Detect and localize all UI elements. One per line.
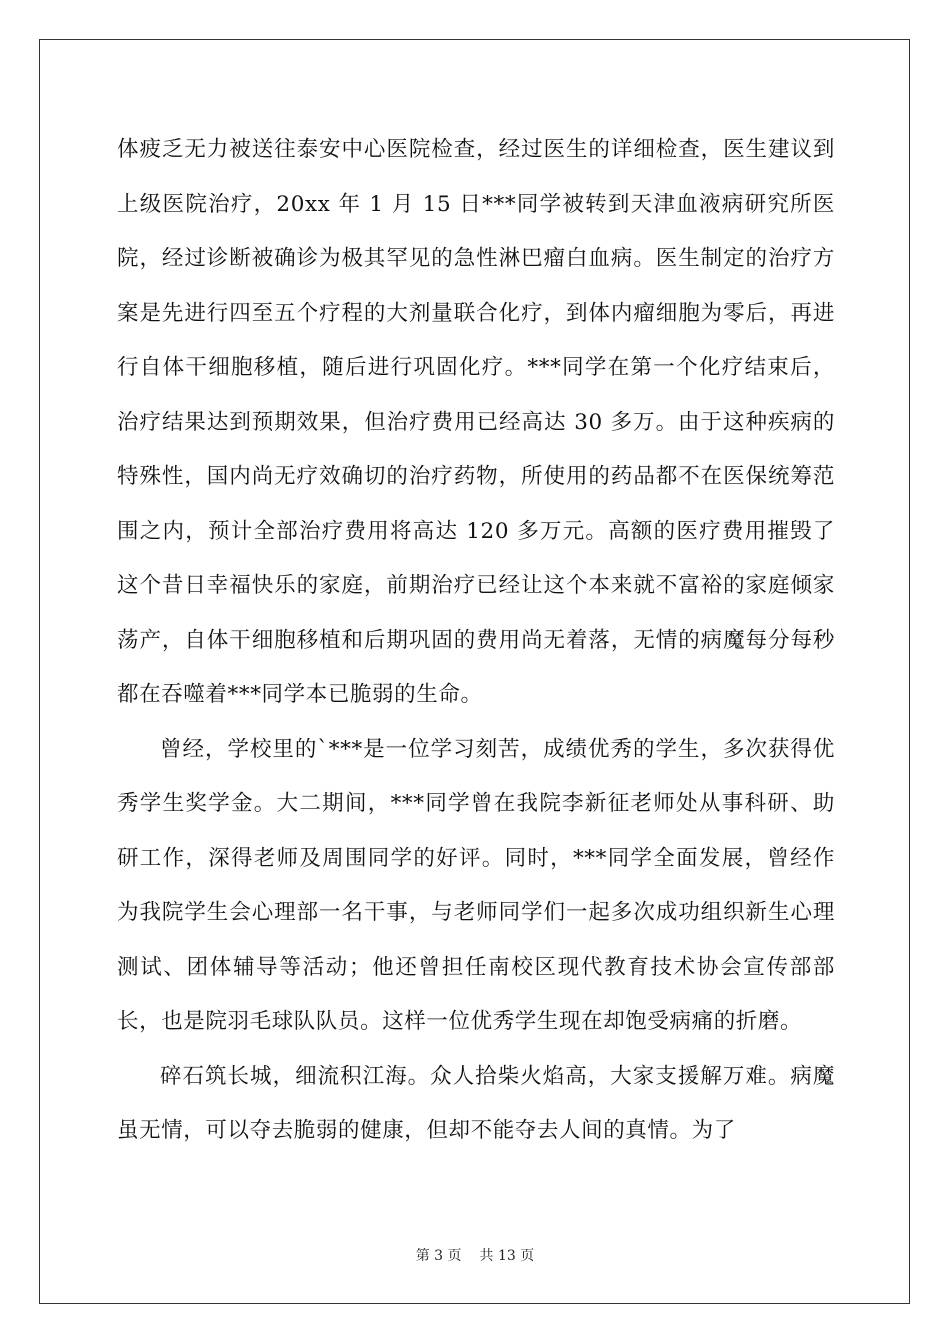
page-total: 共 13 页 (479, 1248, 535, 1264)
page-footer (0, 1245, 950, 1265)
paragraph: 曾经，学校里的`***是一位学习刻苦，成绩优秀的学生，多次获得优秀学生奖学金。大二期间，***同学曾在我院李新征老师处从事科研、助研工作，深得老师及周围同学的好评。同时，***同学全面发展，曾经作为我院学生会心理部一名干事，与老师同学们一起多次成功组织新生心理测试、团体辅导等活动；他还曾担任南校区现代教育技术协会宣传部部长，也是院羽毛球队队员。这样一位优秀学生现在却饱受病痛的折磨。 (117, 736, 835, 1034)
paragraph-continued: 体疲乏无力被送往泰安中心医院检查，经过医生的详细检查，医生建议到上级医院治疗，20xx 年 1 月 15 日***同学被转到天津血液病研究所医院，经过诊断被确诊为极其罕见的急性淋巴瘤白血病。医生制定的治疗方案是先进行四至五个疗程的大剂量联合化疗，到体内瘤细胞为零后，再进行自体干细胞移植，随后进行巩固化疗。***同学在第一个化疗结束后，治疗结果达到预期效果，但治疗费用已经高达 30 多万。由于这种疾病的特殊性，国内尚无疗效确切的治疗药物，所使用的药品都不在医保统筹范围之内，预计全部治疗费用将高达 120 多万元。高额的医疗费用摧毁了这个昔日幸福快乐的家庭，前期治疗已经让这个本来就不富裕的家庭倾家荡产，自体干细胞移植和后期巩固的费用尚无着落，无情的病魔每分每秒都在吞噬着***同学本已脆弱的生命。 (117, 137, 835, 707)
document-body (117, 123, 835, 1159)
paragraph: 碎石筑长城，细流积江海。众人拾柴火焰高，大家支援解万难。病魔虽无情，可以夺去脆弱的健康，但却不能夺去人间的真情。为了 (117, 1063, 835, 1143)
page-number: 第 3 页 (415, 1248, 462, 1264)
